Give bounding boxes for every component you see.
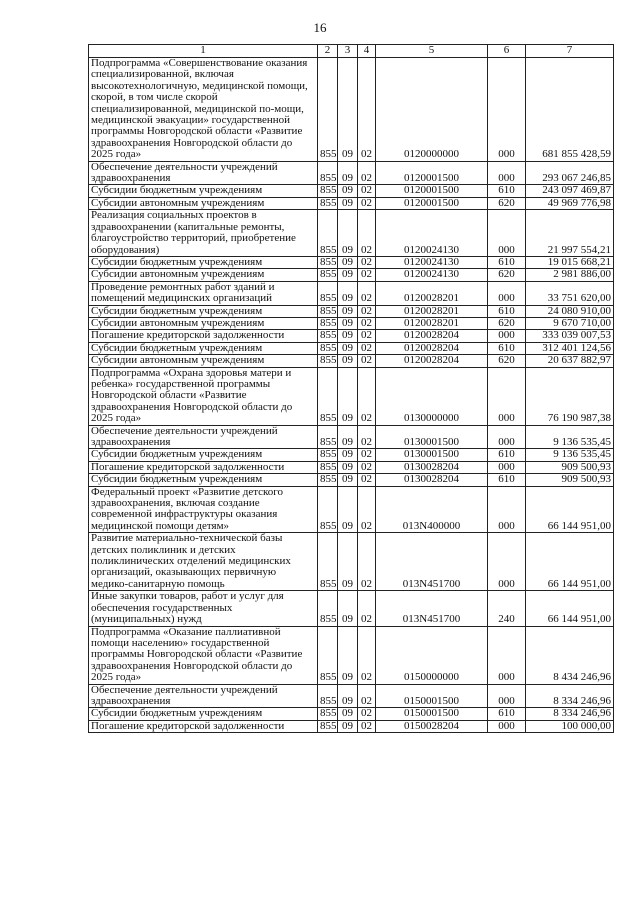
target-article-cell: 0130001500 (376, 449, 488, 461)
amount-cell: 21 997 554,21 (526, 210, 614, 257)
section-code-cell: 09 (338, 317, 358, 329)
table-row (89, 210, 614, 257)
admin-code-cell: 855 (318, 684, 338, 708)
target-article-cell: 0130000000 (376, 367, 488, 425)
table-row (89, 486, 614, 533)
expense-type-cell: 610 (488, 708, 526, 720)
subsection-code-cell: 02 (358, 425, 376, 449)
row-name-cell: Субсидии бюджетным учреждениям (89, 708, 318, 720)
admin-code-cell: 855 (318, 533, 338, 591)
table-row (89, 342, 614, 354)
row-name-cell: Субсидии автономным учреждениям (89, 197, 318, 209)
expense-type-cell: 610 (488, 256, 526, 268)
admin-code-cell: 855 (318, 210, 338, 257)
row-name-cell: Федеральный проект «Развитие детского здравоохранения, включая создание современной инфраструктуры оказания медицинской помощи детям» (89, 486, 318, 533)
admin-code-cell: 855 (318, 708, 338, 720)
admin-code-cell: 855 (318, 449, 338, 461)
subsection-code-cell: 02 (358, 474, 376, 486)
expense-type-cell: 620 (488, 269, 526, 281)
header-cell: 6 (488, 45, 526, 58)
amount-cell: 8 334 246,96 (526, 684, 614, 708)
row-name-cell: Реализация социальных проектов в здравоохранении (капитальные ремонты, благоустройство территорий, приобретение оборудования) (89, 210, 318, 257)
section-code-cell: 09 (338, 197, 358, 209)
admin-code-cell: 855 (318, 58, 338, 162)
table-row (89, 626, 614, 684)
header-cell: 5 (376, 45, 488, 58)
row-name-cell: Субсидии бюджетным учреждениям (89, 342, 318, 354)
amount-cell: 76 190 987,38 (526, 367, 614, 425)
amount-cell: 9 136 535,45 (526, 425, 614, 449)
section-code-cell: 09 (338, 533, 358, 591)
section-code-cell: 09 (338, 461, 358, 473)
row-name-cell: Субсидии автономным учреждениям (89, 317, 318, 329)
row-name-cell: Погашение кредиторской задолженности (89, 720, 318, 732)
admin-code-cell: 855 (318, 486, 338, 533)
table-row (89, 425, 614, 449)
expense-type-cell: 000 (488, 161, 526, 185)
table-row (89, 185, 614, 197)
table-row (89, 305, 614, 317)
row-name-cell: Обеспечение деятельности учреждений здравоохранения (89, 425, 318, 449)
admin-code-cell: 855 (318, 720, 338, 732)
target-article-cell: 0120028204 (376, 342, 488, 354)
table-row (89, 317, 614, 329)
subsection-code-cell: 02 (358, 185, 376, 197)
section-code-cell: 09 (338, 425, 358, 449)
row-name-cell: Субсидии бюджетным учреждениям (89, 256, 318, 268)
admin-code-cell: 855 (318, 474, 338, 486)
table-row (89, 720, 614, 732)
section-code-cell: 09 (338, 626, 358, 684)
expense-type-cell: 610 (488, 449, 526, 461)
target-article-cell: 0120001500 (376, 161, 488, 185)
amount-cell: 19 015 668,21 (526, 256, 614, 268)
subsection-code-cell: 02 (358, 317, 376, 329)
section-code-cell: 09 (338, 486, 358, 533)
expense-type-cell: 620 (488, 197, 526, 209)
admin-code-cell: 855 (318, 281, 338, 305)
row-name-cell: Подпрограмма «Совершенствование оказания специализированной, включая высокотехнологичную, медицинской помощи, скорой, в том числе скорой специализированной, медицинской по-мощи, медицинской эвакуации» государственной программы Новгородской области «Развитие здравоохранения Новгородской области до 2025 года» (89, 58, 318, 162)
row-name-cell: Подпрограмма «Оказание паллиативной помощи населению» государственной программы Новгородской области «Развитие здравоохранения Новгородской области до 2025 года» (89, 626, 318, 684)
expense-type-cell: 620 (488, 317, 526, 329)
table-row (89, 708, 614, 720)
header-cell: 2 (318, 45, 338, 58)
amount-cell: 49 969 776,98 (526, 197, 614, 209)
amount-cell: 909 500,93 (526, 474, 614, 486)
row-name-cell: Проведение ремонтных работ зданий и помещений медицинских организаций (89, 281, 318, 305)
target-article-cell: 0120028201 (376, 317, 488, 329)
section-code-cell: 09 (338, 305, 358, 317)
target-article-cell: 0150000000 (376, 626, 488, 684)
amount-cell: 333 039 007,53 (526, 330, 614, 342)
target-article-cell: 0120028201 (376, 305, 488, 317)
admin-code-cell: 855 (318, 185, 338, 197)
section-code-cell: 09 (338, 210, 358, 257)
target-article-cell: 013N400000 (376, 486, 488, 533)
expense-type-cell: 000 (488, 486, 526, 533)
expense-type-cell: 000 (488, 533, 526, 591)
expense-type-cell: 000 (488, 461, 526, 473)
header-cell: 1 (89, 45, 318, 58)
subsection-code-cell: 02 (358, 461, 376, 473)
section-code-cell: 09 (338, 708, 358, 720)
subsection-code-cell: 02 (358, 684, 376, 708)
subsection-code-cell: 02 (358, 355, 376, 367)
section-code-cell: 09 (338, 58, 358, 162)
subsection-code-cell: 02 (358, 256, 376, 268)
subsection-code-cell: 02 (358, 342, 376, 354)
section-code-cell: 09 (338, 449, 358, 461)
subsection-code-cell: 02 (358, 367, 376, 425)
section-code-cell: 09 (338, 591, 358, 626)
admin-code-cell: 855 (318, 367, 338, 425)
admin-code-cell: 855 (318, 626, 338, 684)
row-name-cell: Субсидии бюджетным учреждениям (89, 449, 318, 461)
target-article-cell: 0130028204 (376, 474, 488, 486)
table-row (89, 367, 614, 425)
amount-cell: 9 670 710,00 (526, 317, 614, 329)
table-row (89, 533, 614, 591)
row-name-cell: Субсидии автономным учреждениям (89, 355, 318, 367)
amount-cell: 681 855 428,59 (526, 58, 614, 162)
amount-cell: 33 751 620,00 (526, 281, 614, 305)
target-article-cell: 0120000000 (376, 58, 488, 162)
target-article-cell: 0120028204 (376, 330, 488, 342)
section-code-cell: 09 (338, 269, 358, 281)
admin-code-cell: 855 (318, 269, 338, 281)
expense-type-cell: 610 (488, 185, 526, 197)
expense-type-cell: 000 (488, 210, 526, 257)
section-code-cell: 09 (338, 474, 358, 486)
target-article-cell: 0130028204 (376, 461, 488, 473)
row-name-cell: Субсидии бюджетным учреждениям (89, 474, 318, 486)
subsection-code-cell: 02 (358, 626, 376, 684)
target-article-cell: 0120001500 (376, 197, 488, 209)
subsection-code-cell: 02 (358, 720, 376, 732)
expense-type-cell: 620 (488, 355, 526, 367)
expense-type-cell: 240 (488, 591, 526, 626)
expense-type-cell: 000 (488, 684, 526, 708)
amount-cell: 8 434 246,96 (526, 626, 614, 684)
target-article-cell: 0120028204 (376, 355, 488, 367)
amount-cell: 909 500,93 (526, 461, 614, 473)
row-name-cell: Подпрограмма «Охрана здоровья матери и ребенка» государственной программы Новгородской области «Развитие здравоохранения Новгородской области до 2025 года» (89, 367, 318, 425)
header-cell: 4 (358, 45, 376, 58)
section-code-cell: 09 (338, 684, 358, 708)
expense-type-cell: 000 (488, 367, 526, 425)
amount-cell: 8 334 246,96 (526, 708, 614, 720)
table-row (89, 269, 614, 281)
subsection-code-cell: 02 (358, 486, 376, 533)
subsection-code-cell: 02 (358, 591, 376, 626)
expense-type-cell: 610 (488, 342, 526, 354)
target-article-cell: 013N451700 (376, 533, 488, 591)
table-row (89, 474, 614, 486)
table-row (89, 161, 614, 185)
subsection-code-cell: 02 (358, 708, 376, 720)
row-name-cell: Субсидии бюджетным учреждениям (89, 185, 318, 197)
table-row (89, 449, 614, 461)
expense-type-cell: 610 (488, 474, 526, 486)
section-code-cell: 09 (338, 330, 358, 342)
target-article-cell: 0120024130 (376, 256, 488, 268)
subsection-code-cell: 02 (358, 533, 376, 591)
row-name-cell: Погашение кредиторской задолженности (89, 461, 318, 473)
table-row (89, 355, 614, 367)
subsection-code-cell: 02 (358, 210, 376, 257)
target-article-cell: 0120028201 (376, 281, 488, 305)
target-article-cell: 0130001500 (376, 425, 488, 449)
table-row (89, 281, 614, 305)
section-code-cell: 09 (338, 355, 358, 367)
amount-cell: 20 637 882,97 (526, 355, 614, 367)
expense-type-cell: 000 (488, 58, 526, 162)
admin-code-cell: 855 (318, 330, 338, 342)
row-name-cell: Обеспечение деятельности учреждений здравоохранения (89, 684, 318, 708)
row-name-cell: Иные закупки товаров, работ и услуг для обеспечения государственных (муниципальных) нужд (89, 591, 318, 626)
row-name-cell: Обеспечение деятельности учреждений здравоохранения (89, 161, 318, 185)
subsection-code-cell: 02 (358, 281, 376, 305)
row-name-cell: Субсидии бюджетным учреждениям (89, 305, 318, 317)
amount-cell: 243 097 469,87 (526, 185, 614, 197)
expense-type-cell: 000 (488, 425, 526, 449)
subsection-code-cell: 02 (358, 449, 376, 461)
table-row (89, 591, 614, 626)
subsection-code-cell: 02 (358, 197, 376, 209)
row-name-cell: Развитие материально-технической базы детских поликлиник и детских поликлинических отделений медицинских организаций, оказывающих первичную медико-санитарную помощь (89, 533, 318, 591)
amount-cell: 66 144 951,00 (526, 486, 614, 533)
target-article-cell: 0120024130 (376, 210, 488, 257)
section-code-cell: 09 (338, 185, 358, 197)
header-cell: 3 (338, 45, 358, 58)
admin-code-cell: 855 (318, 591, 338, 626)
section-code-cell: 09 (338, 367, 358, 425)
section-code-cell: 09 (338, 256, 358, 268)
subsection-code-cell: 02 (358, 161, 376, 185)
table-row (89, 684, 614, 708)
amount-cell: 293 067 246,85 (526, 161, 614, 185)
target-article-cell: 0150028204 (376, 720, 488, 732)
admin-code-cell: 855 (318, 342, 338, 354)
header-cell: 7 (526, 45, 614, 58)
budget-table (88, 44, 614, 733)
table-row (89, 461, 614, 473)
expense-type-cell: 000 (488, 281, 526, 305)
section-code-cell: 09 (338, 161, 358, 185)
admin-code-cell: 855 (318, 256, 338, 268)
target-article-cell: 0120024130 (376, 269, 488, 281)
expense-type-cell: 000 (488, 626, 526, 684)
table-row (89, 256, 614, 268)
amount-cell: 24 080 910,00 (526, 305, 614, 317)
expense-type-cell: 000 (488, 330, 526, 342)
table-header-row (89, 45, 614, 58)
amount-cell: 2 981 886,00 (526, 269, 614, 281)
subsection-code-cell: 02 (358, 269, 376, 281)
section-code-cell: 09 (338, 281, 358, 305)
target-article-cell: 0120001500 (376, 185, 488, 197)
amount-cell: 9 136 535,45 (526, 449, 614, 461)
subsection-code-cell: 02 (358, 330, 376, 342)
admin-code-cell: 855 (318, 317, 338, 329)
section-code-cell: 09 (338, 342, 358, 354)
admin-code-cell: 855 (318, 355, 338, 367)
table-row (89, 58, 614, 162)
row-name-cell: Погашение кредиторской задолженности (89, 330, 318, 342)
subsection-code-cell: 02 (358, 58, 376, 162)
target-article-cell: 0150001500 (376, 708, 488, 720)
expense-type-cell: 610 (488, 305, 526, 317)
page-number: 16 (313, 20, 327, 35)
expense-type-cell: 000 (488, 720, 526, 732)
amount-cell: 100 000,00 (526, 720, 614, 732)
amount-cell: 66 144 951,00 (526, 591, 614, 626)
admin-code-cell: 855 (318, 461, 338, 473)
table-row (89, 197, 614, 209)
admin-code-cell: 855 (318, 425, 338, 449)
admin-code-cell: 855 (318, 161, 338, 185)
admin-code-cell: 855 (318, 305, 338, 317)
target-article-cell: 013N451700 (376, 591, 488, 626)
amount-cell: 312 401 124,56 (526, 342, 614, 354)
section-code-cell: 09 (338, 720, 358, 732)
admin-code-cell: 855 (318, 197, 338, 209)
amount-cell: 66 144 951,00 (526, 533, 614, 591)
row-name-cell: Субсидии автономным учреждениям (89, 269, 318, 281)
subsection-code-cell: 02 (358, 305, 376, 317)
table-row (89, 330, 614, 342)
target-article-cell: 0150001500 (376, 684, 488, 708)
